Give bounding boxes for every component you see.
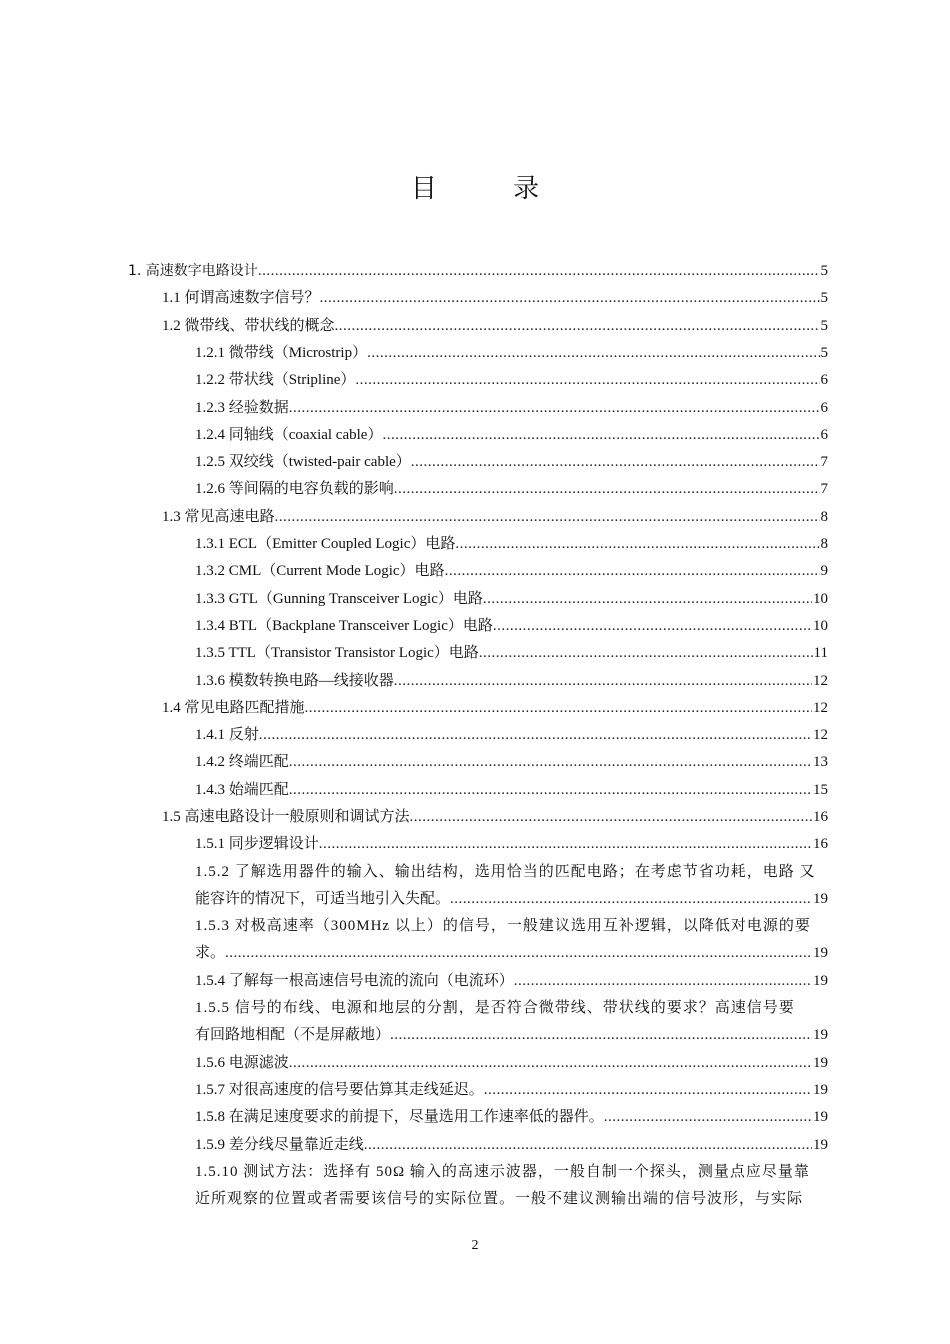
dot-leader xyxy=(484,1077,812,1104)
toc-entry-label: 1.4.2 终端匹配 xyxy=(195,754,289,770)
toc-entry-page: 7 xyxy=(820,454,828,470)
toc-entry-lead: 1.5.10 测试方法：选择有 50Ω 输入的高速示波器，一般自制一个探头，测量点应尽量靠 xyxy=(195,1164,810,1180)
toc-entry-lead: 近所观察的位置或者需要该信号的实际位置。一般不建议测输出端的信号波形，与实际 xyxy=(195,1191,804,1207)
toc-entry-page: 5 xyxy=(820,318,828,334)
toc-entry-label: 1.2.6 等间隔的电容负载的影响 xyxy=(195,481,394,497)
toc-entry-page: 6 xyxy=(820,427,828,443)
toc-entry-label: 1.3.1 ECL（Emitter Coupled Logic）电路 xyxy=(195,536,456,552)
dot-leader xyxy=(289,395,820,422)
toc-entry[interactable] xyxy=(195,1159,828,1213)
dot-leader xyxy=(320,285,820,312)
toc-entry-page: 19 xyxy=(813,1082,828,1098)
toc-entry[interactable] xyxy=(162,804,828,831)
toc-entry[interactable] xyxy=(195,668,828,695)
toc-entry-page: 11 xyxy=(813,645,828,661)
toc-entry-label: 1.2.4 同轴线（coaxial cable） xyxy=(195,427,383,443)
toc-entry-page: 8 xyxy=(820,509,828,525)
toc-entry-page: 9 xyxy=(820,563,828,579)
toc-entry-label: 1.4.1 反射 xyxy=(195,727,259,743)
toc-entry[interactable] xyxy=(195,367,828,394)
toc-entry-page: 5 xyxy=(820,290,828,306)
toc-entry-page: 12 xyxy=(813,700,828,716)
dot-leader xyxy=(259,722,812,749)
toc-entry-lead: 1.5.2 了解选用器件的输入、输出结构，选用恰当的匹配电路；在考虑节省功耗，电路 又 xyxy=(195,864,816,880)
toc-entry-page: 13 xyxy=(813,754,828,770)
toc-entry[interactable] xyxy=(195,1104,828,1131)
dot-leader xyxy=(394,476,820,503)
toc-entry[interactable] xyxy=(195,613,828,640)
toc-entry-page: 8 xyxy=(820,536,828,552)
toc-entry-label: 1.3.2 CML（Current Mode Logic）电路 xyxy=(195,563,445,579)
toc-entry[interactable] xyxy=(162,285,828,312)
toc-entry-page: 19 xyxy=(813,1109,828,1125)
toc-entry-page: 19 xyxy=(813,1055,828,1071)
dot-leader xyxy=(289,1050,812,1077)
toc-entry-label: 1.5.4 了解每一根高速信号电流的流向（电流环） xyxy=(195,973,514,989)
toc-entry[interactable] xyxy=(195,476,828,503)
toc-entry[interactable] xyxy=(128,258,828,285)
toc-entry[interactable] xyxy=(195,722,828,749)
toc-entry[interactable] xyxy=(195,395,828,422)
toc-entry-label: 1. 高速数字电路设计 xyxy=(128,263,258,279)
toc-entry[interactable] xyxy=(195,831,828,858)
toc-entry-label: 1.5.1 同步逻辑设计 xyxy=(195,836,319,852)
toc-entry-label: 1.5.9 差分线尽量靠近走线 xyxy=(195,1137,364,1153)
toc-entry[interactable] xyxy=(162,504,828,531)
toc-entry[interactable] xyxy=(195,913,828,967)
toc-entry[interactable] xyxy=(195,531,828,558)
dot-leader xyxy=(390,1022,812,1049)
toc-entry-label: 1.5.6 电源滤波 xyxy=(195,1055,289,1071)
toc-entry-label: 1.4 常见电路匹配措施 xyxy=(162,700,305,716)
toc-entry-label: 1.2.5 双绞线（twisted-pair cable） xyxy=(195,454,411,470)
toc-entry[interactable] xyxy=(195,558,828,585)
toc-entry-page: 7 xyxy=(820,481,828,497)
toc-entry-page: 15 xyxy=(813,782,828,798)
toc-entry-lead: 1.5.3 对极高速率（300MHz 以上）的信号，一般建议选用互补逻辑，以降低对电源的要 xyxy=(195,918,811,934)
toc-entry[interactable] xyxy=(195,1132,828,1159)
toc-entry[interactable] xyxy=(195,749,828,776)
toc-entry-label: 1.2 微带线、带状线的概念 xyxy=(162,318,335,334)
toc-entry-label: 1.2.2 带状线（Stripline） xyxy=(195,372,356,388)
toc-entry-page: 10 xyxy=(813,618,828,634)
dot-leader xyxy=(355,367,819,394)
toc-entry-page: 5 xyxy=(820,345,828,361)
dot-leader xyxy=(394,668,812,695)
toc-entry-page: 16 xyxy=(813,836,828,852)
dot-leader xyxy=(364,1132,812,1159)
toc-entry[interactable] xyxy=(195,422,828,449)
toc-entry-label: 1.3 常见高速电路 xyxy=(162,509,275,525)
toc-entry-label: 1.3.3 GTL（Gunning Transceiver Logic）电路 xyxy=(195,591,483,607)
toc-entry-page: 16 xyxy=(813,809,828,825)
toc-entry-label: 求。 xyxy=(195,945,226,961)
toc-entry-page: 19 xyxy=(813,973,828,989)
dot-leader xyxy=(258,258,820,285)
dot-leader xyxy=(382,422,819,449)
toc-entry-label: 1.5.8 在满足速度要求的前提下，尽量选用工作速率低的器件。 xyxy=(195,1109,604,1125)
dot-leader xyxy=(445,558,820,585)
dot-leader xyxy=(450,886,812,913)
page-number: 2 xyxy=(471,1238,479,1253)
toc-entry[interactable] xyxy=(195,1050,828,1077)
dot-leader xyxy=(479,640,813,667)
toc-entry-label: 1.1 何谓高速数字信号？ xyxy=(162,290,320,306)
toc-entry-label: 1.5 高速电路设计一般原则和调试方法 xyxy=(162,809,410,825)
toc-entry-label: 1.4.3 始端匹配 xyxy=(195,782,289,798)
toc-entry-page: 6 xyxy=(820,400,828,416)
dot-leader xyxy=(455,531,819,558)
toc-entry[interactable] xyxy=(195,449,828,476)
toc-entry[interactable] xyxy=(162,313,828,340)
toc-entry[interactable] xyxy=(195,586,828,613)
toc-entry[interactable] xyxy=(162,695,828,722)
toc-entry[interactable] xyxy=(195,995,828,1049)
dot-leader xyxy=(367,340,819,367)
toc-entry[interactable] xyxy=(195,968,828,995)
dot-leader xyxy=(410,804,812,831)
dot-leader xyxy=(225,940,812,967)
toc-entry-page: 19 xyxy=(813,1027,828,1043)
dot-leader xyxy=(493,613,812,640)
toc-entry-label: 1.3.4 BTL（Backplane Transceiver Logic）电路 xyxy=(195,618,493,634)
dot-leader xyxy=(275,504,820,531)
toc-entry[interactable] xyxy=(195,640,828,667)
toc-entry-page: 12 xyxy=(813,673,828,689)
dot-leader xyxy=(514,968,812,995)
toc-entry-label: 1.3.5 TTL（Transistor Transistor Logic）电路 xyxy=(195,645,479,661)
dot-leader xyxy=(289,749,812,776)
toc-entry-page: 19 xyxy=(813,1137,828,1153)
dot-leader xyxy=(305,695,812,722)
dot-leader xyxy=(289,777,812,804)
toc-entry-page: 19 xyxy=(813,945,828,961)
toc-entry-page: 5 xyxy=(820,263,828,279)
toc-entry-label: 1.3.6 模数转换电路—线接收器 xyxy=(195,673,394,689)
toc-entry-page: 12 xyxy=(813,727,828,743)
toc-entry-label: 1.2.1 微带线（Microstrip） xyxy=(195,345,368,361)
toc-entry[interactable] xyxy=(195,340,828,367)
toc-entry[interactable] xyxy=(195,859,828,913)
dot-leader xyxy=(319,831,812,858)
toc-entry-label: 1.5.7 对很高速度的信号要估算其走线延迟。 xyxy=(195,1082,484,1098)
toc-entry-label: 有回路地相配（不是屏蔽地） xyxy=(195,1027,391,1043)
toc-entry-page: 10 xyxy=(813,591,828,607)
toc-title: 目 录 xyxy=(410,174,574,204)
dot-leader xyxy=(483,586,812,613)
toc-entry-page: 19 xyxy=(813,891,828,907)
dot-leader xyxy=(411,449,820,476)
toc-entry-lead: 1.5.5 信号的布线、电源和地层的分割，是否符合微带线、带状线的要求？高速信号要 xyxy=(195,1000,795,1016)
toc-entry[interactable] xyxy=(195,777,828,804)
toc-entry-page: 6 xyxy=(820,372,828,388)
toc-entry-label: 1.2.3 经验数据 xyxy=(195,400,289,416)
dot-leader xyxy=(335,313,820,340)
toc-entry[interactable] xyxy=(195,1077,828,1104)
toc-entry-label: 能容许的情况下，可适当地引入失配。 xyxy=(195,891,451,907)
dot-leader xyxy=(604,1104,812,1131)
